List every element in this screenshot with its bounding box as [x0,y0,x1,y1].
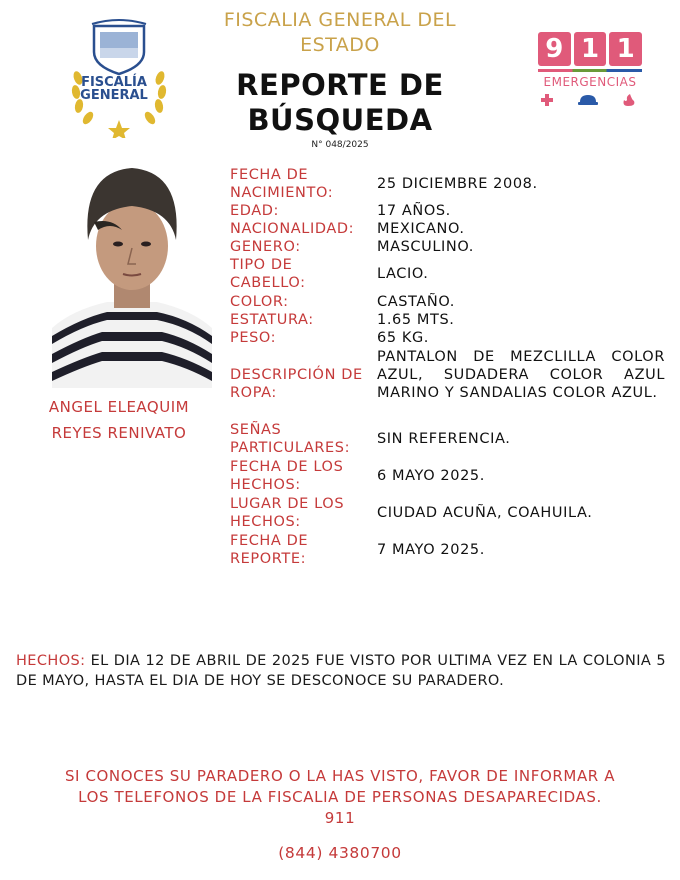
contact-line-1: SI CONOCES SU PARADERO O LA HAS VISTO, FAVOR DE INFORMAR A [64,767,616,785]
birth-value: 25 DICIEMBRE 2008. [377,176,538,192]
nationality-label: NACIONALIDAD: [230,221,355,237]
event-place-value: CIUDAD ACUÑA, COAHUILA. [377,505,593,521]
title-line-2: BÚSQUEDA [247,103,433,137]
contact-phone: (844) 4380700 [278,844,402,862]
event-place-label-1: LUGAR DE LOS [230,496,345,512]
age-label: EDAD: [230,203,280,219]
color-value: CASTAÑO. [377,294,455,310]
marks-value: SIN REFERENCIA. [377,431,511,447]
digit-1b: 1 [609,32,642,66]
height-value: 1.65 MTS. [377,312,455,328]
tricolor-bar [538,69,642,72]
clothing-label-2: ROPA: [230,385,277,401]
hair-type-label-1: TIPO DE [230,257,293,273]
title-line-1: REPORTE DE [236,68,444,102]
contact-notice [20,766,660,829]
event-date-label [230,458,370,494]
report-date-value: 7 MAYO 2025. [377,542,485,558]
clothing-label [230,366,370,402]
report-date-label-1: FECHA DE [230,533,309,549]
person-name-line-2: REYES RENIVATO [51,424,187,442]
weight-label: PESO: [230,330,277,346]
digit-9: 9 [538,32,571,66]
clothing-label-1: DESCRIPCIÓN DE [230,367,363,383]
contact-line-2: LOS TELEFONOS DE LA FISCALIA DE PERSONAS DESAPARECIDAS. [78,788,602,806]
emergency-label: EMERGENCIAS [543,75,637,89]
hair-type-label-2: CABELLO: [230,275,306,291]
birth-label-1: FECHA DE [230,167,309,183]
hair-type-label [230,256,370,292]
person-name [24,394,214,446]
emergency-911-logo [538,32,642,66]
event-date-value: 6 MAYO 2025. [377,468,485,484]
hair-type-value: LACIO. [377,266,429,282]
facts-text: EL DIA 12 DE ABRIL DE 2025 FUE VISTO POR ULTIMA VEZ EN LA COLONIA 5 DE MAYO, HASTA EL DIA DE HOY SE DESCONOCE SU PARADERO. [16,653,666,689]
medical-cross-icon [541,94,553,106]
height-label: ESTATURA: [230,312,314,328]
report-date-label-2: REPORTE: [230,551,307,567]
agency-name [190,8,490,58]
missing-person-photo [52,160,212,388]
event-date-label-2: HECHOS: [230,477,301,493]
fire-icon [624,94,635,106]
report-number: N° 048/2025 [311,140,369,150]
logo-text-fiscalia: FISCALÍA [81,75,147,90]
page-title [190,68,490,138]
digit-1: 1 [574,32,607,66]
weight-value: 65 KG. [377,330,430,346]
marks-label-1: SEÑAS [230,422,282,438]
gender-value: MASCULINO. [377,239,475,255]
color-label: COLOR: [230,294,289,310]
gender-label: GENERO: [230,239,301,255]
report-date-label [230,532,370,568]
birth-label-2: NACIMIENTO: [230,185,334,201]
facts-paragraph [16,651,666,691]
marks-label [230,421,370,457]
birth-label [230,166,370,202]
age-value: 17 AÑOS. [377,203,451,219]
nationality-value: MEXICANO. [377,221,465,237]
contact-line-3: 911 [324,809,356,827]
clothing-value: PANTALON DE MEZCLILLA COLOR AZUL, SUDADERA COLOR AZUL MARINO Y SANDALIAS COLOR AZUL. [377,349,665,401]
person-name-line-1: ANGEL ELEAQUIM [48,398,190,416]
logo-text-general: GENERAL [80,88,148,103]
police-cap-icon [578,95,598,105]
event-date-label-1: FECHA DE LOS [230,459,344,475]
agency-line-2: ESTADO [300,34,380,56]
marks-label-2: PARTICULARES: [230,440,351,456]
event-place-label-2: HECHOS: [230,514,301,530]
emergency-icons [540,92,640,108]
event-place-label [230,495,370,531]
facts-label: HECHOS: [16,653,86,669]
agency-line-1: FISCALIA GENERAL DEL [223,9,457,31]
